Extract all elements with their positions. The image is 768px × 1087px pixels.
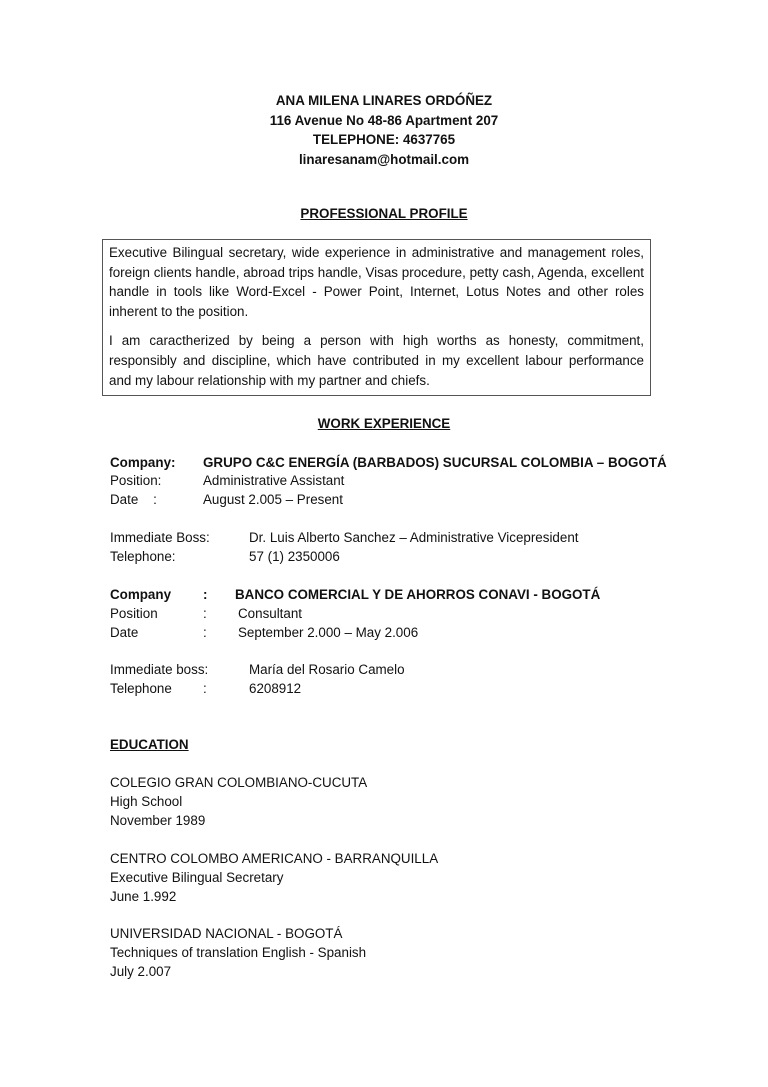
job2-company-label: Company: [110, 587, 172, 602]
profile-paragraph-2: I am caractherized by being a person with high worths as honesty, commitment, responsibly and discipline, which have contributed in my excellent labour performance and my labour relationship with my partner and chiefs.: [109, 333, 644, 388]
professional-profile-box: [102, 239, 651, 396]
job2-phone-label: Telephone: [110, 681, 172, 696]
job2-boss-label: Immediate boss:: [110, 662, 209, 677]
applicant-name: ANA MILENA LINARES ORDÓÑEZ: [275, 93, 493, 108]
edu2-date: June 1.992: [110, 889, 177, 904]
contact-header: [0, 91, 768, 169]
work-experience-heading: WORK EXPERIENCE: [317, 416, 451, 431]
job2-boss-value: María del Rosario Camelo: [249, 662, 405, 677]
job1-position-label: Position:: [110, 473, 162, 488]
job1-date-value: August 2.005 – Present: [203, 492, 343, 507]
edu3-date: July 2.007: [110, 964, 172, 979]
edu1-degree: High School: [110, 794, 183, 809]
applicant-address: 116 Avenue No 48-86 Apartment 207: [269, 112, 499, 128]
professional-profile-heading: PROFESSIONAL PROFILE: [300, 206, 468, 221]
edu1-school: COLEGIO GRAN COLOMBIANO-CUCUTA: [110, 775, 368, 790]
edu1-date: November 1989: [110, 813, 206, 828]
job2-date-colon: :: [203, 625, 207, 640]
applicant-telephone: TELEPHONE: 4637765: [312, 132, 456, 147]
job2-company-colon: :: [203, 587, 208, 602]
job2-phone-colon: :: [203, 681, 207, 696]
job1-phone-value: 57 (1) 2350006: [249, 549, 340, 564]
job1-boss-value: Dr. Luis Alberto Sanchez – Administrative Vicepresident: [249, 530, 579, 545]
job1-date-label: Date :: [110, 492, 157, 507]
job1-company-value: GRUPO C&C ENERGÍA (BARBADOS) SUCURSAL COLOMBIA – BOGOTÁ: [203, 455, 667, 470]
job2-date-value: September 2.000 – May 2.006: [238, 625, 419, 640]
job2-date-label: Date: [110, 625, 139, 640]
job2-company-value: BANCO COMERCIAL Y DE AHORROS CONAVI - BOGOTÁ: [235, 587, 601, 602]
job1-phone-label: Telephone:: [110, 549, 176, 564]
edu3-school: UNIVERSIDAD NACIONAL - BOGOTÁ: [110, 926, 343, 941]
edu2-degree: Executive Bilingual Secretary: [110, 870, 284, 885]
applicant-email: linaresanam@hotmail.com: [298, 151, 470, 167]
job1-boss-label: Immediate Boss:: [110, 530, 210, 545]
job2-phone-value: 6208912: [249, 681, 302, 696]
job2-position-value: Consultant: [238, 606, 303, 621]
edu2-school: CENTRO COLOMBO AMERICANO - BARRANQUILLA: [110, 851, 439, 866]
education-heading: EDUCATION: [110, 737, 189, 752]
job1-position-value: Administrative Assistant: [203, 473, 345, 488]
job1-company-label: Company:: [110, 455, 176, 470]
job2-position-label: Position: [110, 606, 158, 621]
job2-position-colon: :: [203, 606, 207, 621]
edu3-degree: Techniques of translation English - Spanish: [110, 945, 367, 960]
profile-paragraph-1: Executive Bilingual secretary, wide experience in administrative and management roles, foreign clients handle, abroad trips handle, Visas procedure, petty cash, Agenda, excellent handle in tools like Word-Excel - Power Point, Internet, Lotus Notes and other roles inherent to the position.: [109, 245, 644, 319]
